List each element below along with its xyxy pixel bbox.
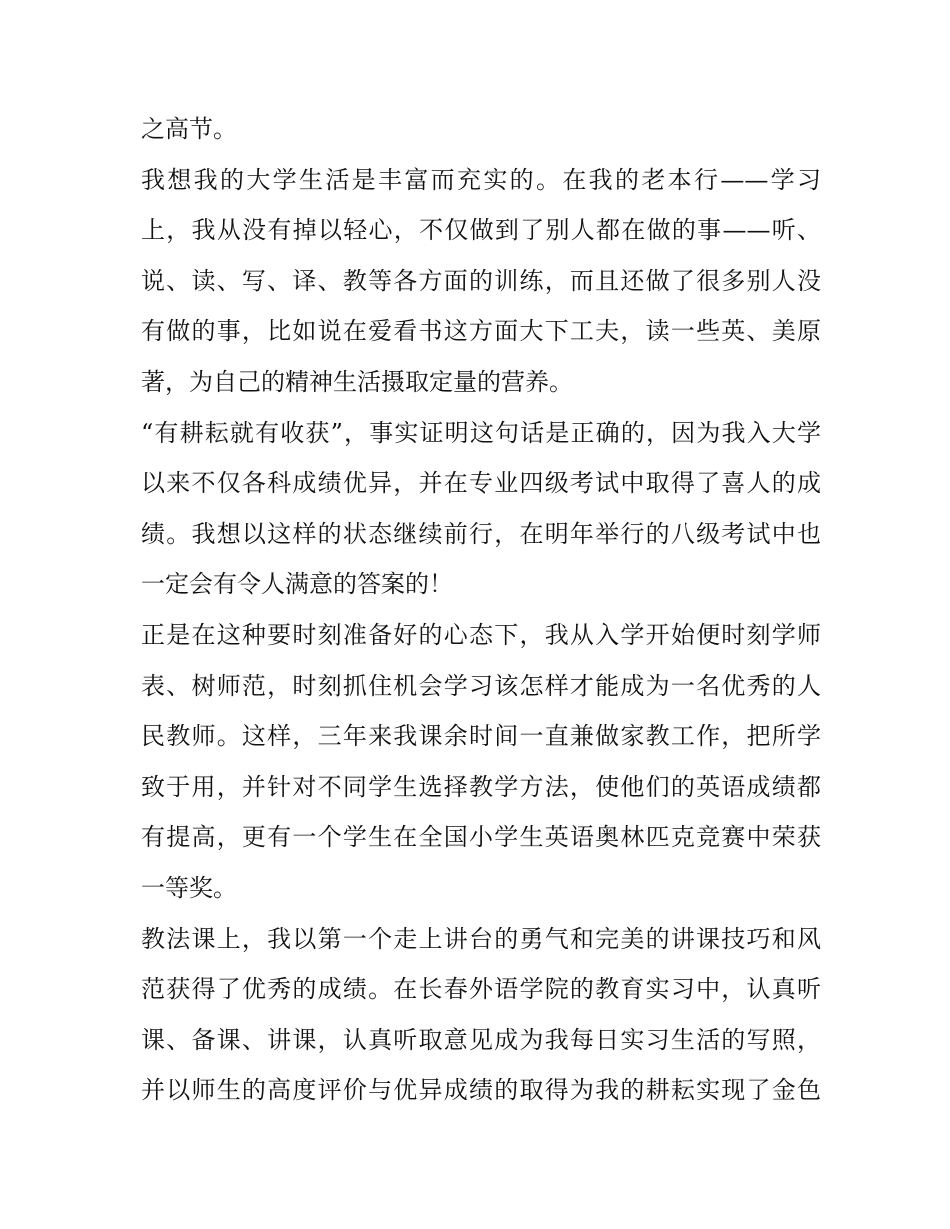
text-line: 绩。我想以这样的状态继续前行，在明年举行的八级考试中也 xyxy=(141,519,821,548)
text-line: 以来不仅各科成绩优异，并在专业四级考试中取得了喜人的成 xyxy=(141,469,821,498)
text-line: 表、树师范，时刻抓住机会学习该怎样才能成为一名优秀的人 xyxy=(141,671,821,700)
text-line: 范获得了优秀的成绩。在长春外语学院的教育实习中，认真听 xyxy=(141,975,821,1004)
text-line: 并以师生的高度评价与优异成绩的取得为我的耕耘实现了金色 xyxy=(141,1076,821,1105)
text-line: 说、读、写、译、教等各方面的训练，而且还做了很多别人没 xyxy=(141,266,821,295)
text-line: 一定会有令人满意的答案的！ xyxy=(141,570,453,599)
text-line: 上，我从没有掉以轻心，不仅做到了别人都在做的事——听、 xyxy=(141,216,821,245)
text-line: 一等奖。 xyxy=(141,873,237,902)
text-line: 有做的事，比如说在爱看书这方面大下工夫，读一些英、美原 xyxy=(141,317,821,346)
body-text xyxy=(141,104,821,1116)
text-line: 之高节。 xyxy=(141,115,237,143)
text-line: 致于用，并针对不同学生选择教学方法，使他们的英语成绩都 xyxy=(141,772,821,801)
text-line: 民教师。这样，三年来我课余时间一直兼做家教工作，把所学 xyxy=(141,722,821,751)
text-line: 有提高，更有一个学生在全国小学生英语奥林匹克竞赛中荣获 xyxy=(141,823,821,852)
text-line: 正是在这种要时刻准备好的心态下，我从入学开始便时刻学师 xyxy=(141,620,821,649)
text-line: 教法课上，我以第一个走上讲台的勇气和完美的讲课技巧和风 xyxy=(141,924,821,953)
text-line: 我想我的大学生活是丰富而充实的。在我的老本行——学习 xyxy=(141,165,821,194)
text-line: “有耕耘就有收获”，事实证明这句话是正确的，因为我入大学 xyxy=(141,418,821,447)
text-line: 著，为自己的精神生活摄取定量的营养。 xyxy=(141,367,573,396)
text-line: 课、备课、讲课，认真听取意见成为我每日实习生活的写照， xyxy=(141,1025,821,1054)
